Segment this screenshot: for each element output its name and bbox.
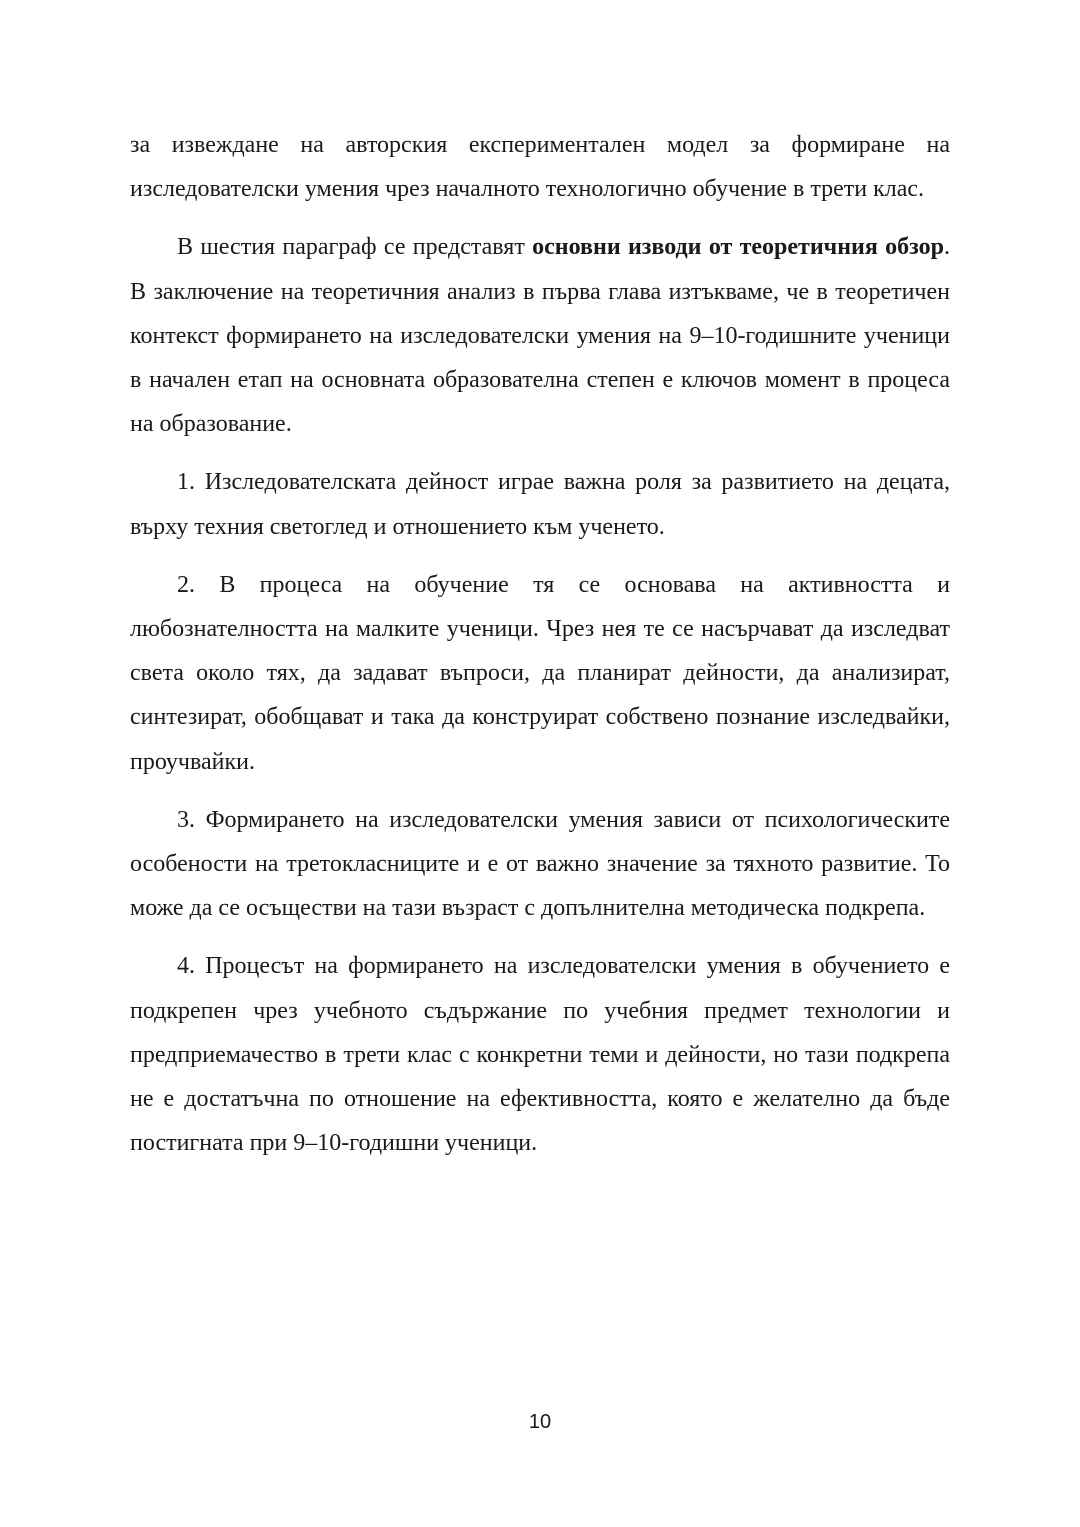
page-number: 10 xyxy=(528,1411,552,1433)
summary-intro: В шестия параграф се представят xyxy=(177,234,533,261)
body-text xyxy=(130,123,950,1179)
summary-bold-phrase: основни изводи от теоретичния обзор xyxy=(532,234,944,261)
summary-paragraph xyxy=(130,225,950,446)
conclusion-item-1: 1. Изследователската дейност играе важна роля за развитието на децата, върху техния светоглед и отношението към ученето. xyxy=(130,469,950,540)
conclusion-item-3: 3. Формирането на изследователски умения зависи от психологическите особености на третокласниците и е от важно значение за тяхното развитие. То може да се осъществи на тази възраст с допълнителна методическа подкрепа. xyxy=(130,806,950,922)
continuation-paragraph: за извеждане на авторския експериментален модел за формиране на изследователски умения чрез началното технологично обучение в трети клас. xyxy=(130,132,950,203)
conclusion-item-4: 4. Процесът на формирането на изследователски умения в обучението е подкрепен чрез учебното съдържание по учебния предмет технологии и предприемачество в трети клас с конкретни теми и дейности, но тази подкрепа не е достатъчна по отношение на ефективността, която е желателно да бъде постигната при 9–10-годишни ученици. xyxy=(130,953,950,1157)
conclusion-item-2: 2. В процеса на обучение тя се основава на активността и любознателността на малките ученици. Чрез нея те се насърчават да изследват света около тях, да задават въпроси, да планират дейности, да анализират, синтезират, обобщават и така да конструират собствено познание изследвайки, проучвайки. xyxy=(130,571,950,775)
summary-rest: . В заключение на теоретичния анализ в първа глава изтъкваме, че в теоретичен контекст формирането на изследователски умения на 9–10-годишните ученици в начален етап на основната образователна степен е ключов момент в процеса на образование. xyxy=(130,234,950,438)
